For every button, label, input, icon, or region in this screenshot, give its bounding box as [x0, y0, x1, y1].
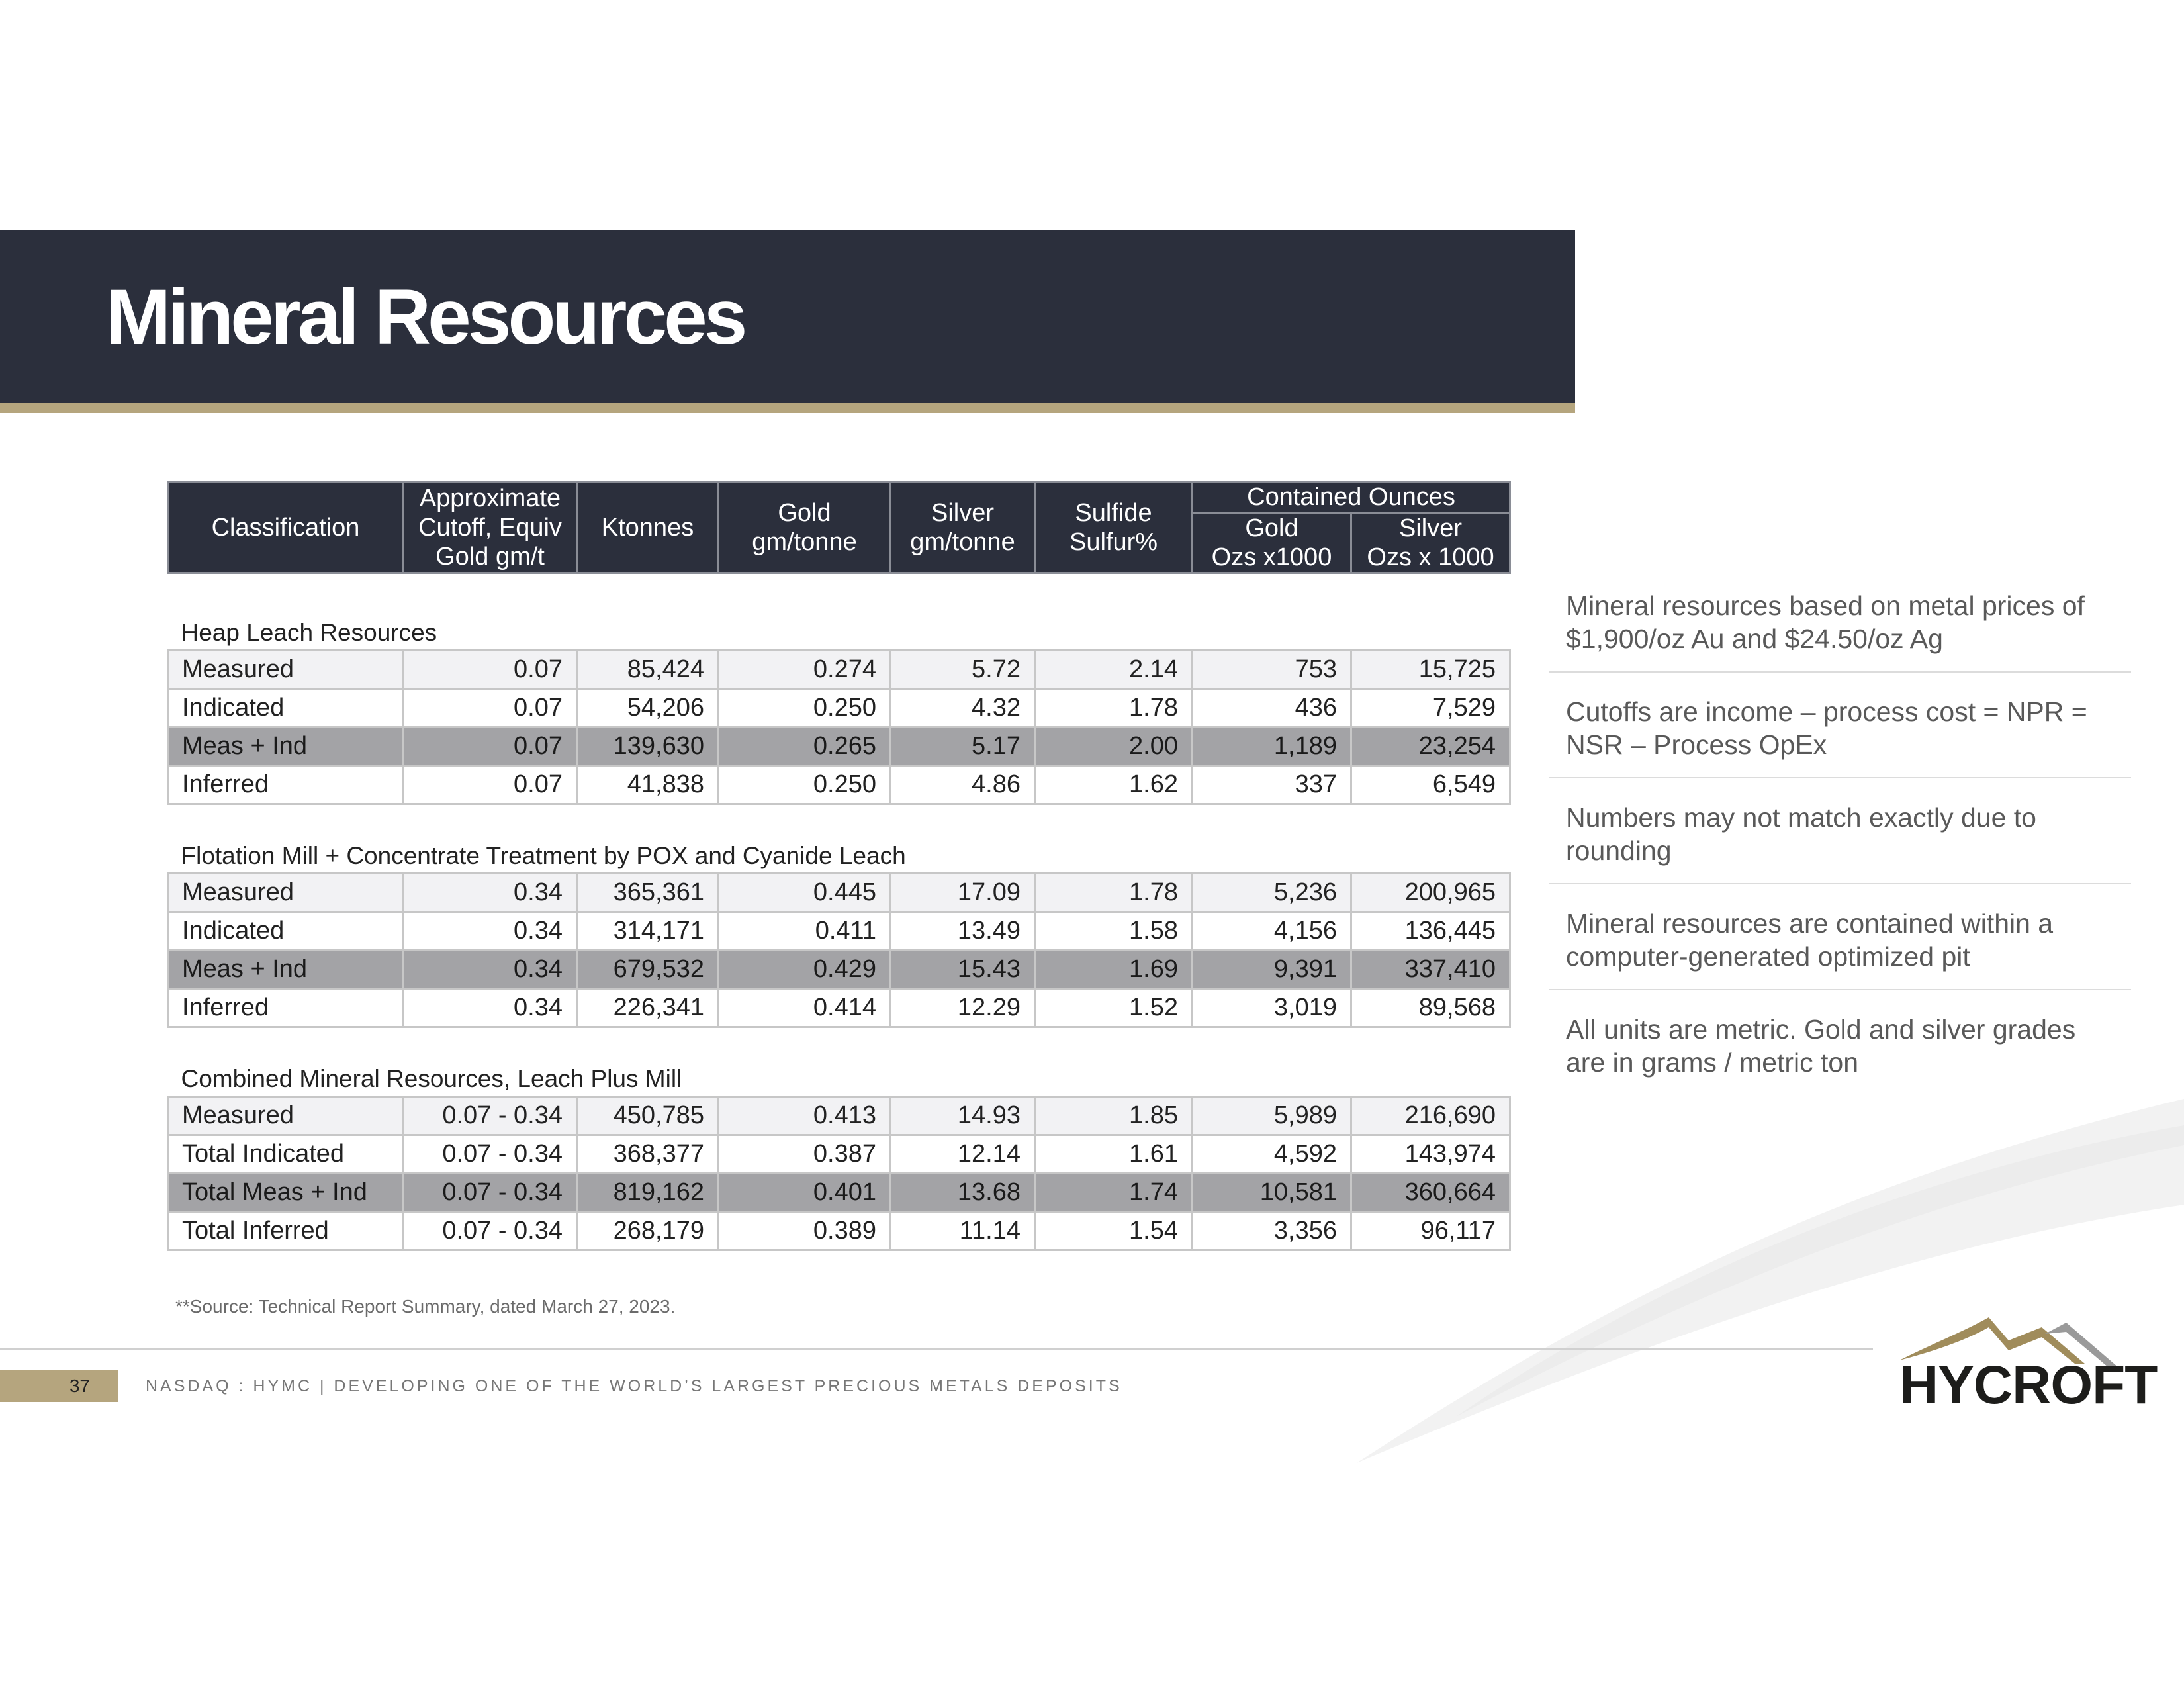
table-row — [168, 727, 1510, 766]
row-label: Measured — [168, 874, 404, 912]
table-cell: 2.00 — [1035, 727, 1193, 766]
table-cell: 368,377 — [577, 1135, 719, 1174]
table-cell: 314,171 — [577, 912, 719, 951]
table-cell: 4.86 — [891, 766, 1035, 804]
table-cell: 5,989 — [1193, 1097, 1351, 1135]
header-cutoff: Approximate Cutoff, Equiv Gold gm/t — [404, 482, 577, 573]
table-cell: 5.17 — [891, 727, 1035, 766]
table-cell: 12.29 — [891, 989, 1035, 1027]
table-cell: 0.411 — [719, 912, 891, 951]
table-cell: 9,391 — [1193, 951, 1351, 989]
table-cell: 1.74 — [1035, 1174, 1193, 1212]
row-label: Measured — [168, 1097, 404, 1135]
table-cell: 0.34 — [404, 874, 577, 912]
table-cell: 0.413 — [719, 1097, 891, 1135]
note-item: Numbers may not match exactly due to rounding — [1549, 794, 2131, 884]
header-sulfide: Sulfide Sulfur% — [1035, 482, 1193, 573]
table-cell: 0.07 - 0.34 — [404, 1174, 577, 1212]
row-label: Measured — [168, 651, 404, 689]
header-ktonnes: Ktonnes — [577, 482, 719, 573]
table-cell: 1,189 — [1193, 727, 1351, 766]
section-title: Combined Mineral Resources, Leach Plus Mill — [168, 1027, 1510, 1097]
table-row — [168, 689, 1510, 727]
table-cell: 41,838 — [577, 766, 719, 804]
table-cell: 436 — [1193, 689, 1351, 727]
table-cell: 1.78 — [1035, 689, 1193, 727]
table-cell: 85,424 — [577, 651, 719, 689]
table-cell: 0.265 — [719, 727, 891, 766]
row-label: Indicated — [168, 912, 404, 951]
table-cell: 226,341 — [577, 989, 719, 1027]
table-cell: 0.387 — [719, 1135, 891, 1174]
table-cell: 2.14 — [1035, 651, 1193, 689]
table-cell: 0.07 — [404, 651, 577, 689]
table-row — [168, 1212, 1510, 1250]
table-cell: 89,568 — [1351, 989, 1510, 1027]
table-cell: 0.274 — [719, 651, 891, 689]
table-cell: 0.401 — [719, 1174, 891, 1212]
row-label: Inferred — [168, 766, 404, 804]
table-row — [168, 1097, 1510, 1135]
table-cell: 1.78 — [1035, 874, 1193, 912]
header-contained-gold: Gold Ozs x1000 — [1193, 513, 1351, 573]
table-cell: 4,156 — [1193, 912, 1351, 951]
table-cell: 0.34 — [404, 912, 577, 951]
table-cell: 4.32 — [891, 689, 1035, 727]
table-cell: 1.62 — [1035, 766, 1193, 804]
table-row — [168, 912, 1510, 951]
table-cell: 13.68 — [891, 1174, 1035, 1212]
resources-table — [167, 481, 1511, 1251]
table-cell: 96,117 — [1351, 1212, 1510, 1250]
table-cell: 0.07 — [404, 689, 577, 727]
table-cell: 15,725 — [1351, 651, 1510, 689]
header-contained-ounces: Contained Ounces — [1193, 482, 1510, 513]
table-cell: 337,410 — [1351, 951, 1510, 989]
table-row — [168, 951, 1510, 989]
table-row — [168, 874, 1510, 912]
note-item: All units are metric. Gold and silver grades are in grams / metric ton — [1566, 1014, 2076, 1078]
table-cell: 0.34 — [404, 989, 577, 1027]
table-cell: 0.389 — [719, 1212, 891, 1250]
section-header-row — [168, 573, 1510, 651]
section-header-row — [168, 804, 1510, 874]
footer-rule — [0, 1348, 1873, 1350]
title-gold-rule — [0, 403, 1575, 413]
header-contained-silver: Silver Ozs x 1000 — [1351, 513, 1510, 573]
table-cell: 4,592 — [1193, 1135, 1351, 1174]
row-label: Meas + Ind — [168, 727, 404, 766]
table-cell: 143,974 — [1351, 1135, 1510, 1174]
table-cell: 0.07 — [404, 727, 577, 766]
table-cell: 1.54 — [1035, 1212, 1193, 1250]
table-cell: 54,206 — [577, 689, 719, 727]
table-cell: 3,356 — [1193, 1212, 1351, 1250]
row-label: Indicated — [168, 689, 404, 727]
section-title: Heap Leach Resources — [168, 573, 1510, 651]
logo-wordmark: HYCROFT — [1899, 1355, 2158, 1415]
table-cell: 7,529 — [1351, 689, 1510, 727]
page-number: 37 — [0, 1370, 118, 1402]
table-cell: 1.61 — [1035, 1135, 1193, 1174]
note-item: Mineral resources are contained within a computer-generated optimized pit — [1549, 900, 2131, 990]
note-item: Mineral resources based on metal prices of $1,900/oz Au and $24.50/oz Ag — [1549, 583, 2131, 673]
header-classification: Classification — [168, 482, 404, 573]
table-row — [168, 989, 1510, 1027]
table-cell: 0.250 — [719, 766, 891, 804]
page-title: Mineral Resources — [106, 273, 745, 361]
table-row — [168, 1135, 1510, 1174]
table-cell: 0.429 — [719, 951, 891, 989]
table-cell: 0.07 — [404, 766, 577, 804]
table-cell: 5,236 — [1193, 874, 1351, 912]
table-cell: 753 — [1193, 651, 1351, 689]
row-label: Total Indicated — [168, 1135, 404, 1174]
section-header-row — [168, 1027, 1510, 1097]
table-cell: 3,019 — [1193, 989, 1351, 1027]
table-cell: 819,162 — [577, 1174, 719, 1212]
table-cell: 337 — [1193, 766, 1351, 804]
notes-panel — [1549, 583, 2131, 1111]
table-cell: 10,581 — [1193, 1174, 1351, 1212]
table-row — [168, 651, 1510, 689]
note-item: Cutoffs are income – process cost = NPR = NSR – Process OpEx — [1549, 688, 2131, 778]
table-cell: 1.69 — [1035, 951, 1193, 989]
row-label: Meas + Ind — [168, 951, 404, 989]
table-cell: 0.445 — [719, 874, 891, 912]
table-cell: 0.07 - 0.34 — [404, 1212, 577, 1250]
table-cell: 6,549 — [1351, 766, 1510, 804]
table-cell: 450,785 — [577, 1097, 719, 1135]
table-cell: 12.14 — [891, 1135, 1035, 1174]
row-label: Inferred — [168, 989, 404, 1027]
table-cell: 11.14 — [891, 1212, 1035, 1250]
section-title: Flotation Mill + Concentrate Treatment by POX and Cyanide Leach — [168, 804, 1510, 874]
table-cell: 200,965 — [1351, 874, 1510, 912]
table-cell: 23,254 — [1351, 727, 1510, 766]
row-label: Total Meas + Ind — [168, 1174, 404, 1212]
table-cell: 0.07 - 0.34 — [404, 1135, 577, 1174]
table-cell: 0.414 — [719, 989, 891, 1027]
table-cell: 365,361 — [577, 874, 719, 912]
table-cell: 1.58 — [1035, 912, 1193, 951]
table-cell: 216,690 — [1351, 1097, 1510, 1135]
table-row — [168, 766, 1510, 804]
table-cell: 5.72 — [891, 651, 1035, 689]
footer-tagline: NASDAQ : HYMC | DEVELOPING ONE OF THE WORLD’S LARGEST PRECIOUS METALS DEPOSITS — [146, 1377, 1122, 1395]
table-cell: 360,664 — [1351, 1174, 1510, 1212]
table-cell: 17.09 — [891, 874, 1035, 912]
table-row — [168, 1174, 1510, 1212]
table-cell: 13.49 — [891, 912, 1035, 951]
table-cell: 268,179 — [577, 1212, 719, 1250]
table-cell: 0.07 - 0.34 — [404, 1097, 577, 1135]
header-gold-grade: Gold gm/tonne — [719, 482, 891, 573]
table-cell: 1.52 — [1035, 989, 1193, 1027]
table-cell: 139,630 — [577, 727, 719, 766]
row-label: Total Inferred — [168, 1212, 404, 1250]
table-cell: 679,532 — [577, 951, 719, 989]
table-cell: 14.93 — [891, 1097, 1035, 1135]
source-note: **Source: Technical Report Summary, dated March 27, 2023. — [175, 1296, 676, 1317]
header-silver-grade: Silver gm/tonne — [891, 482, 1035, 573]
table-cell: 15.43 — [891, 951, 1035, 989]
table-cell: 136,445 — [1351, 912, 1510, 951]
table-cell: 0.250 — [719, 689, 891, 727]
table-cell: 1.85 — [1035, 1097, 1193, 1135]
table-cell: 0.34 — [404, 951, 577, 989]
